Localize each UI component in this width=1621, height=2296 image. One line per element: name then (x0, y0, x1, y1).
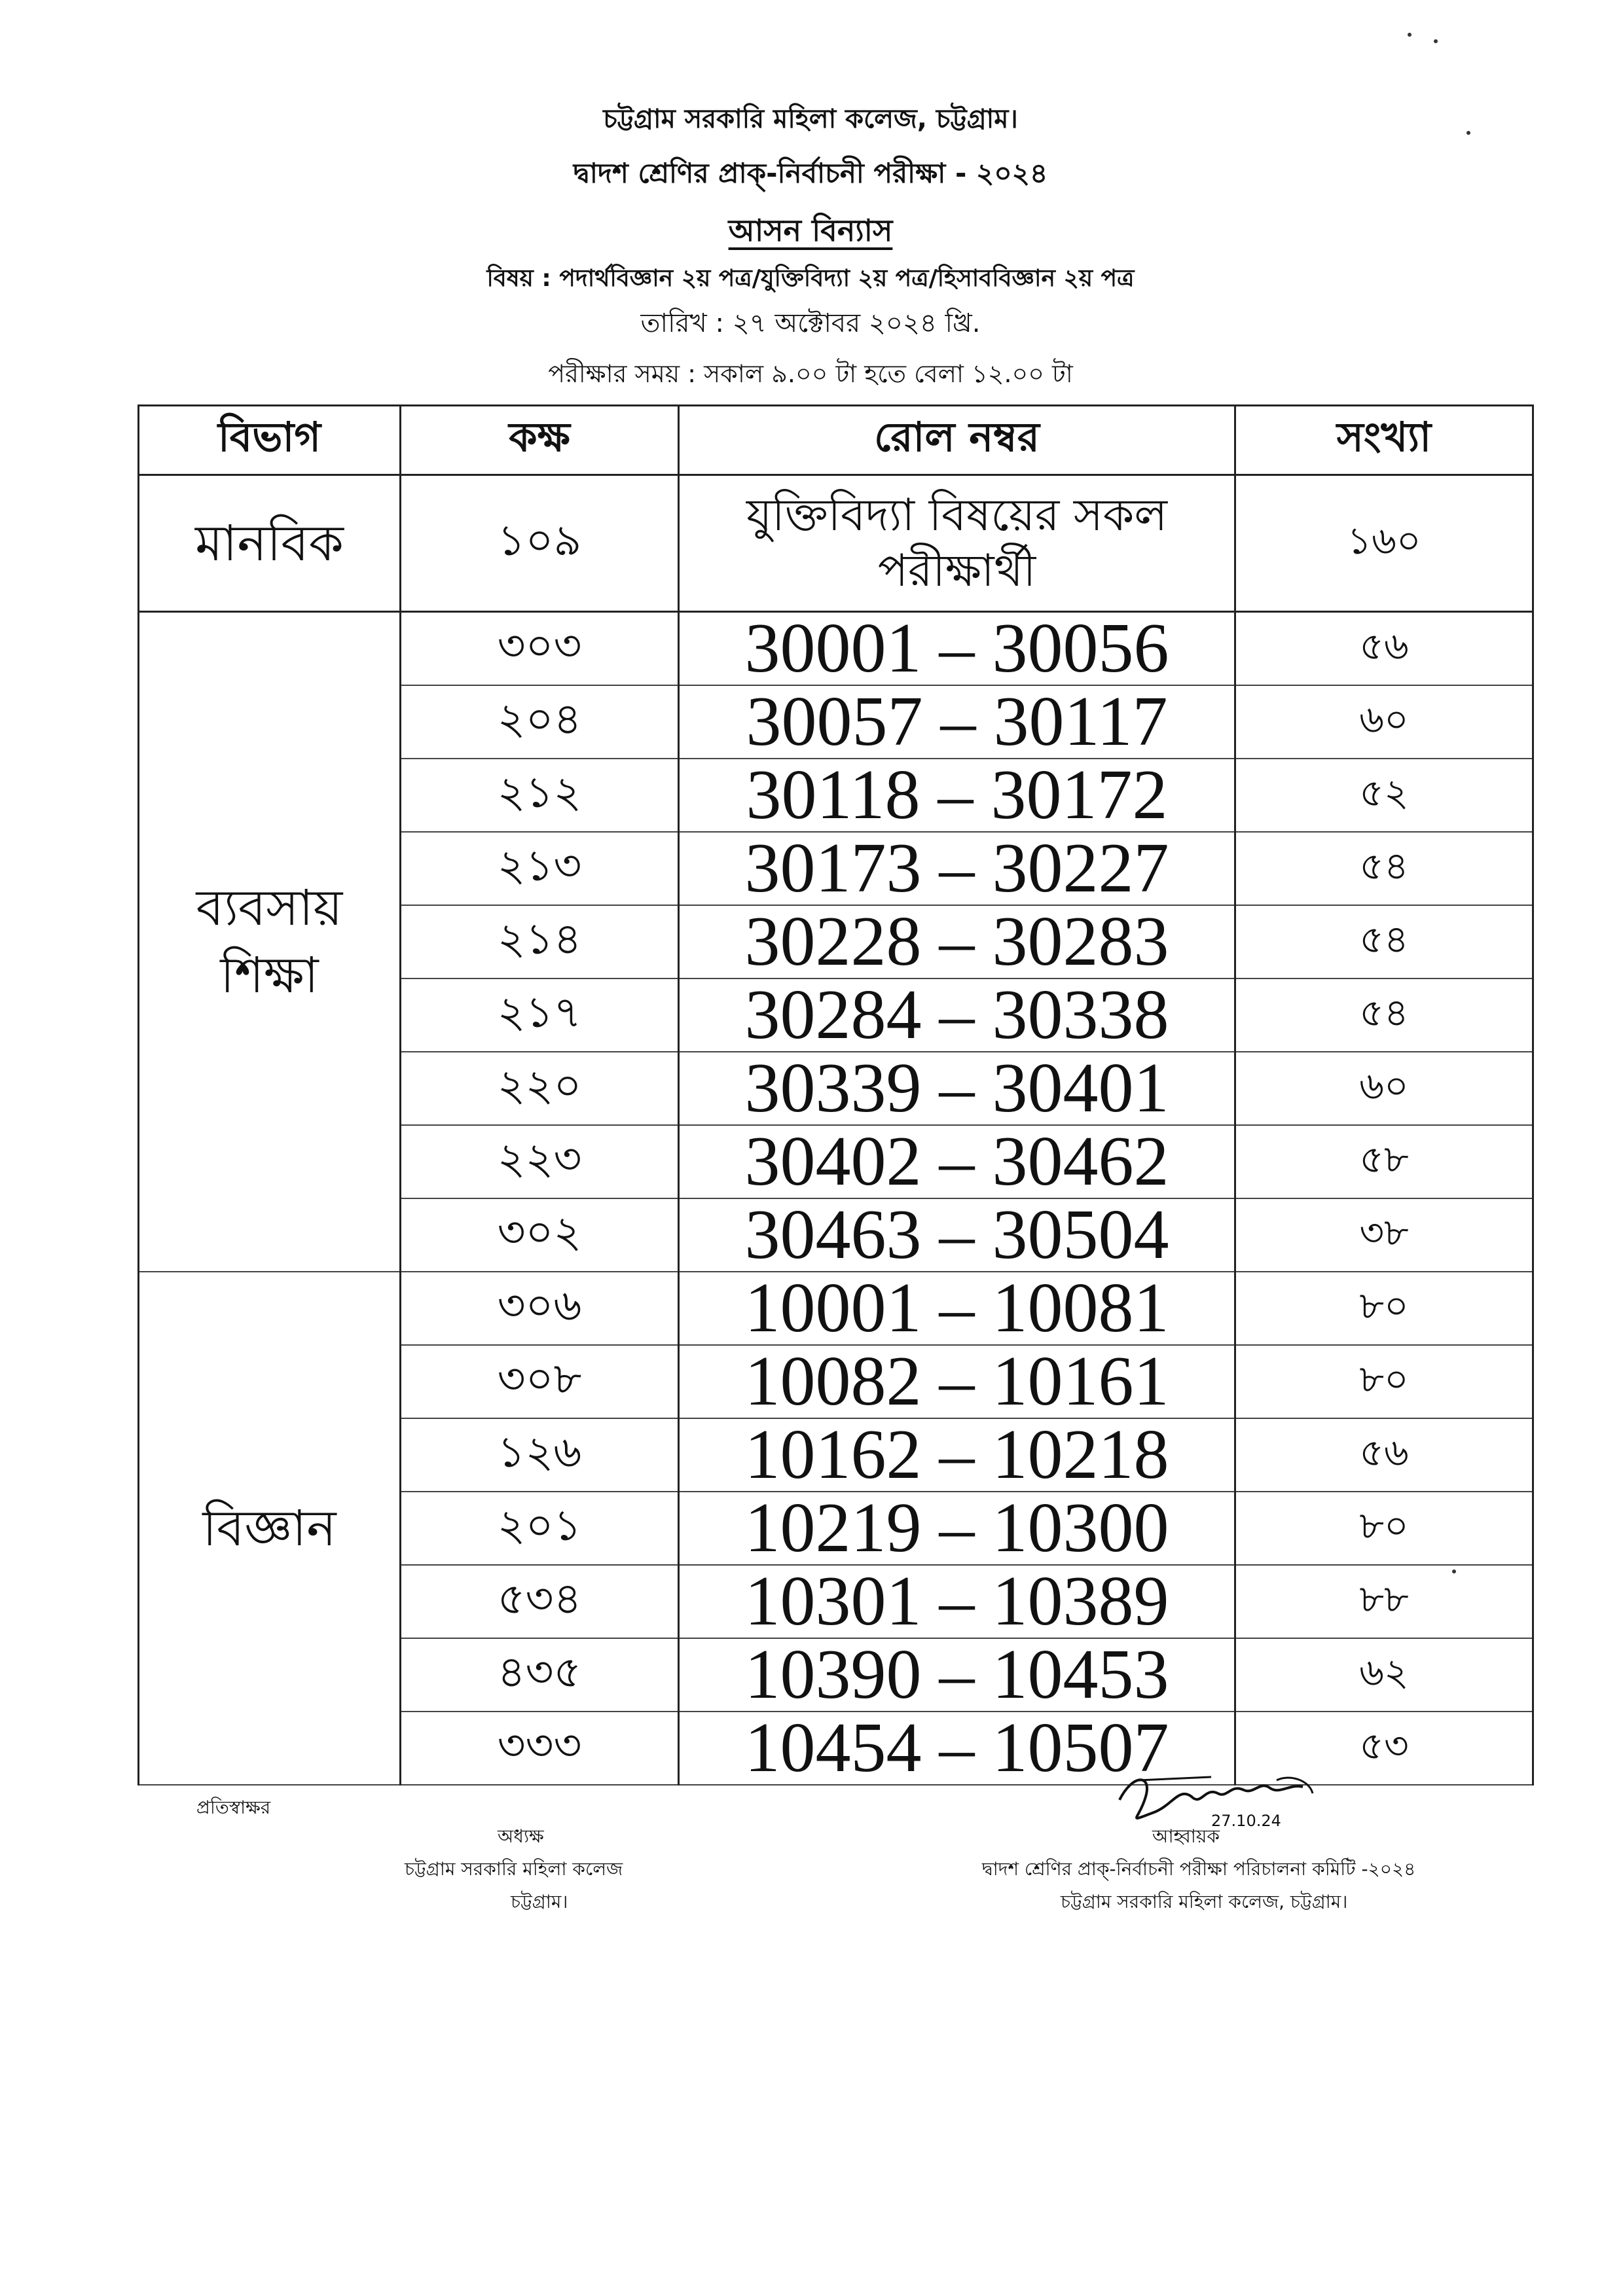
roll-cell: 30463 – 30504 (679, 1198, 1235, 1272)
roll-cell: 30001 – 30056 (679, 612, 1235, 686)
scan-speck (1408, 33, 1412, 37)
roll-cell: 10390 – 10453 (679, 1638, 1235, 1712)
count-cell: ৫৮ (1235, 1125, 1533, 1198)
roll-cell: 10301 – 10389 (679, 1565, 1235, 1638)
college-name: চট্টগ্রাম সরকারি মহিলা কলেজ, চট্টগ্রাম। (603, 104, 1018, 134)
roll-cell: 10162 – 10218 (679, 1418, 1235, 1492)
count-cell: ৫৪ (1235, 832, 1533, 905)
count-cell: ৫৩ (1235, 1712, 1533, 1785)
table-header-row (139, 406, 1533, 475)
dept-business: ব্যবসায় শিক্ষা (139, 612, 401, 1272)
room-cell: ২১৭ (401, 978, 679, 1052)
roll-cell: যুক্তিবিদ্যা বিষয়ের সকল পরীক্ষার্থী (679, 475, 1235, 612)
count-cell: ৬০ (1235, 1052, 1533, 1125)
table-row (139, 1272, 1533, 1345)
roll-cell: 30057 – 30117 (679, 685, 1235, 759)
time-line: পরীক্ষার সময় : সকাল ৯.০০ টা হতে বেলা ১২.০০ টা (548, 359, 1073, 388)
principal-college: চট্টগ্রাম সরকারি মহিলা কলেজ (405, 1858, 623, 1880)
header-count: সংখ্যা (1235, 406, 1533, 475)
countersign-label: প্রতিস্বাক্ষর (196, 1797, 271, 1818)
room-cell: ৩০২ (401, 1198, 679, 1272)
signature-date: 27.10.24 (1211, 1812, 1281, 1830)
count-cell: ৮০ (1235, 1492, 1533, 1565)
table-row (139, 612, 1533, 686)
room-cell: ১২৬ (401, 1418, 679, 1492)
room-cell: ৩০৬ (401, 1272, 679, 1345)
header-dept: বিভাগ (139, 406, 401, 475)
count-cell: ৮০ (1235, 1272, 1533, 1345)
header-roll: রোল নম্বর (679, 406, 1235, 475)
room-cell: ৩০৮ (401, 1345, 679, 1418)
seat-plan-title: আসন বিন্যাস (728, 213, 893, 248)
count-cell: ৩৮ (1235, 1198, 1533, 1272)
count-cell: ৫৪ (1235, 978, 1533, 1052)
principal-title: অধ্যক্ষ (498, 1825, 544, 1847)
room-cell: ৪৩৫ (401, 1638, 679, 1712)
exam-title: দ্বাদশ শ্রেণির প্রাক্-নির্বাচনী পরীক্ষা - ২০২৪ (573, 157, 1048, 189)
room-cell: ৩০৩ (401, 612, 679, 686)
roll-cell: 30173 – 30227 (679, 832, 1235, 905)
count-cell: ৫৬ (1235, 612, 1533, 686)
roll-cell: 30118 – 30172 (679, 759, 1235, 832)
convener-title: আহ্বায়ক (1152, 1825, 1220, 1847)
committee-name: দ্বাদশ শ্রেণির প্রাক্-নির্বাচনী পরীক্ষা পরিচালনা কমিটি -২০২৪ (982, 1858, 1416, 1880)
room-cell: ২০৪ (401, 685, 679, 759)
scan-speck (1452, 1570, 1456, 1573)
roll-cell: 10001 – 10081 (679, 1272, 1235, 1345)
count-cell: ৮৮ (1235, 1565, 1533, 1638)
header-room: কক্ষ (401, 406, 679, 475)
subject-line: বিষয় : পদার্থবিজ্ঞান ২য় পত্র/যুক্তিবিদ্যা ২য় পত্র/হিসাববিজ্ঞান ২য় পত্র (486, 265, 1135, 292)
scan-speck (1434, 39, 1438, 43)
roll-cell: 30339 – 30401 (679, 1052, 1235, 1125)
seat-table (137, 404, 1534, 1785)
roll-cell: 10082 – 10161 (679, 1345, 1235, 1418)
roll-cell: 30228 – 30283 (679, 905, 1235, 978)
count-cell: ৮০ (1235, 1345, 1533, 1418)
roll-cell: 30284 – 30338 (679, 978, 1235, 1052)
room-cell: ২১২ (401, 759, 679, 832)
scan-speck (1466, 131, 1470, 135)
room-cell: ২২৩ (401, 1125, 679, 1198)
count-cell: ১৬০ (1235, 475, 1533, 612)
committee-college: চট্টগ্রাম সরকারি মহিলা কলেজ, চট্টগ্রাম। (1061, 1891, 1348, 1912)
room-cell: ২১৪ (401, 905, 679, 978)
count-cell: ৫৬ (1235, 1418, 1533, 1492)
count-cell: ৫৪ (1235, 905, 1533, 978)
room-cell: ২০১ (401, 1492, 679, 1565)
room-cell: ১০৯ (401, 475, 679, 612)
roll-cell: 10454 – 10507 (679, 1712, 1235, 1785)
room-cell: ২২০ (401, 1052, 679, 1125)
roll-cell: 30402 – 30462 (679, 1125, 1235, 1198)
table-row (139, 475, 1533, 612)
date-line: তারিখ : ২৭ অক্টোবর ২০২৪ খ্রি. (640, 308, 981, 338)
room-cell: ৩৩৩ (401, 1712, 679, 1785)
dept-science: বিজ্ঞান (139, 1272, 401, 1785)
room-cell: ২১৩ (401, 832, 679, 905)
count-cell: ৫২ (1235, 759, 1533, 832)
principal-city: চট্টগ্রাম। (511, 1891, 568, 1912)
count-cell: ৬০ (1235, 685, 1533, 759)
roll-cell: 10219 – 10300 (679, 1492, 1235, 1565)
count-cell: ৬২ (1235, 1638, 1533, 1712)
dept-humanities: মানবিক (139, 475, 401, 612)
room-cell: ৫৩৪ (401, 1565, 679, 1638)
